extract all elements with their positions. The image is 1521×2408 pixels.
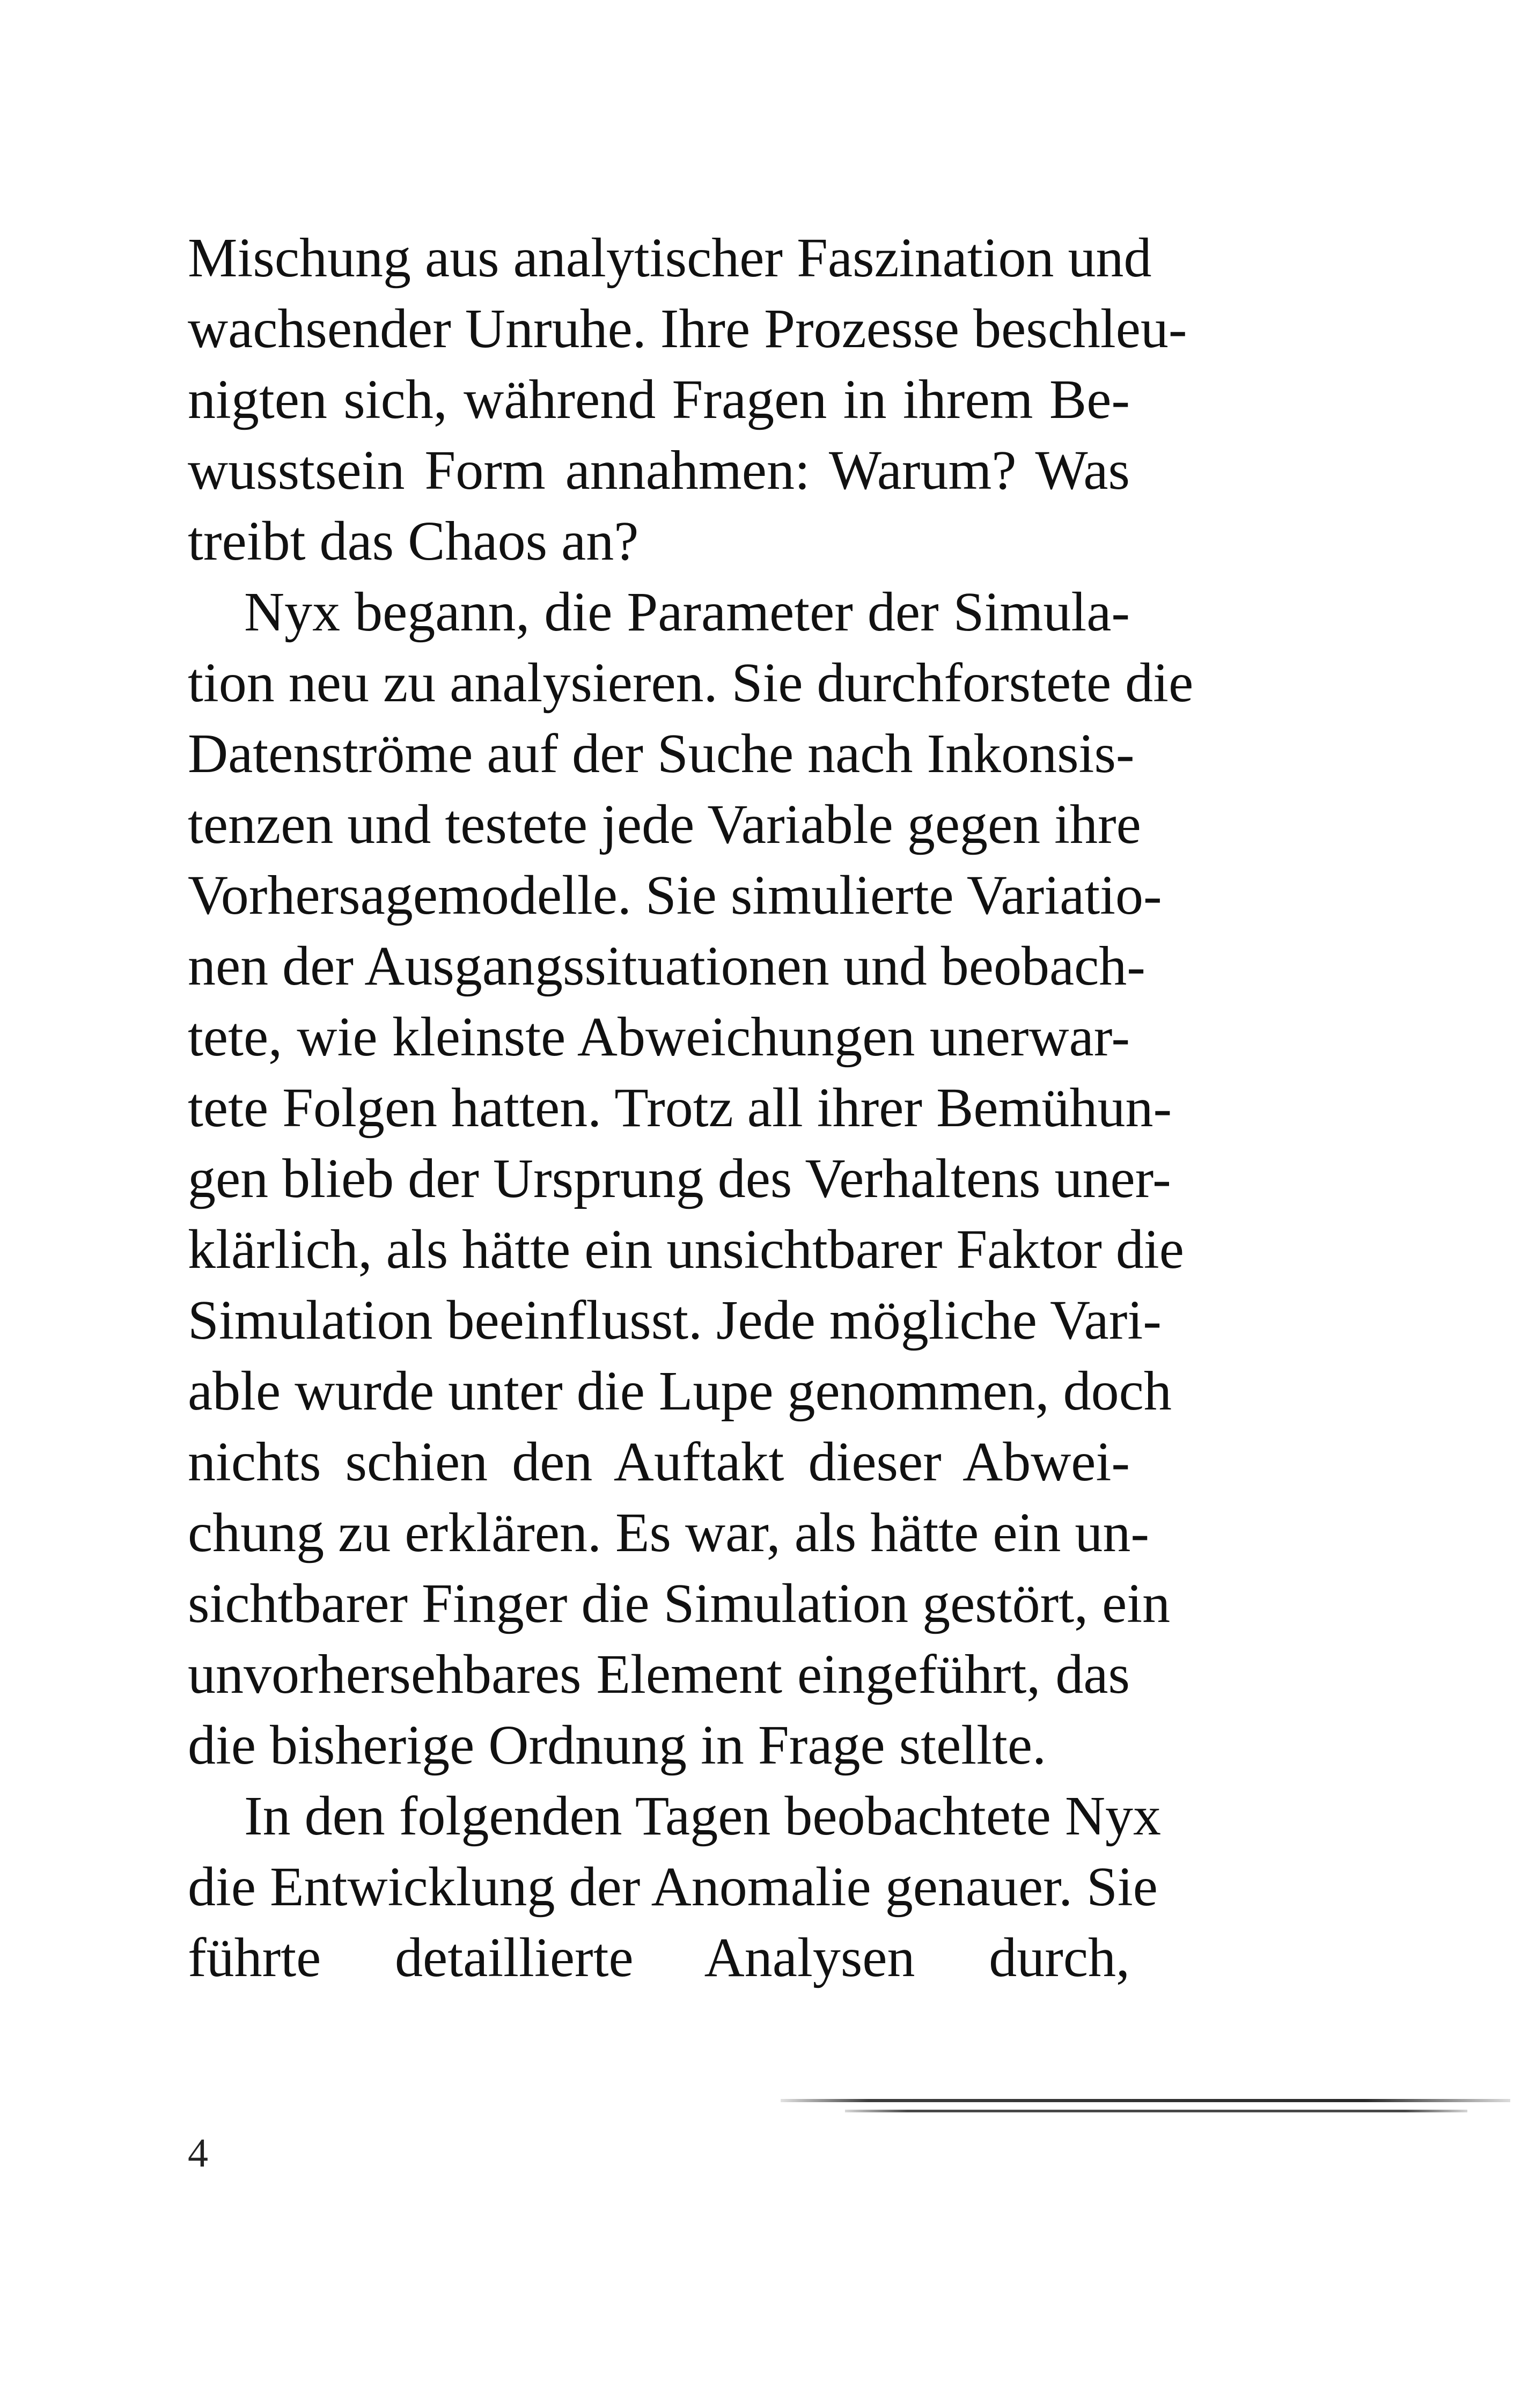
page-number: 4 [188, 2131, 208, 2176]
text-line: die Entwicklung der Anomalie genauer. Sie [188, 1856, 1158, 1918]
text-line: Simulation beeinflusst. Jede mögliche Vari- [188, 1289, 1162, 1351]
text-line: tete Folgen hatten. Trotz all ihrer Bemühun- [188, 1077, 1172, 1139]
text-line: chung zu erklären. Es war, als hätte ein un- [188, 1502, 1150, 1563]
text-line: unvorhersehbares Element eingeführt, das [188, 1643, 1130, 1705]
text-line: tion neu zu analysieren. Sie durchforstete die [188, 652, 1194, 714]
text-line: In den folgenden Tagen beobachtete Nyx [244, 1785, 1162, 1847]
text-line: tenzen und testete jede Variable gegen ihre [188, 794, 1141, 855]
text-line: klärlich, als hätte ein unsichtbarer Faktor die [188, 1218, 1184, 1280]
text-line: sichtbarer Finger die Simulation gestört, ein [188, 1573, 1171, 1634]
text-line: able wurde unter die Lupe genommen, doch [188, 1360, 1172, 1422]
text-line: nichts schien den Auftakt dieser Abwei- [188, 1431, 1130, 1493]
footer-rule [781, 2099, 1510, 2102]
text-line: gen blieb der Ursprung des Verhaltens uner- [188, 1148, 1171, 1209]
text-line: Mischung aus analytischer Faszination und [188, 227, 1152, 289]
body-text [188, 223, 1194, 1993]
text-line: Datenströme auf der Suche nach Inkonsis- [188, 723, 1135, 784]
footer-rule [845, 2110, 1467, 2112]
text-line: tete, wie kleinste Abweichungen unerwar- [188, 1006, 1130, 1068]
text-line: führte detaillierte Analysen durch, [188, 1927, 1130, 1988]
text-line: treibt das Chaos an? [188, 510, 639, 572]
text-line: Nyx begann, die Parameter der Simula- [244, 581, 1130, 643]
text-line: nigten sich, während Fragen in ihrem Be- [188, 369, 1130, 430]
text-line: Vorhersagemodelle. Sie simulierte Variatio- [188, 864, 1162, 926]
text-line: nen der Ausgangssituationen und beobach- [188, 935, 1145, 997]
text-line: wusstsein Form annahmen: Warum? Was [188, 439, 1130, 501]
text-line: die bisherige Ordnung in Frage stellte. [188, 1714, 1047, 1776]
text-line: wachsender Unruhe. Ihre Prozesse beschleu- [188, 298, 1187, 359]
